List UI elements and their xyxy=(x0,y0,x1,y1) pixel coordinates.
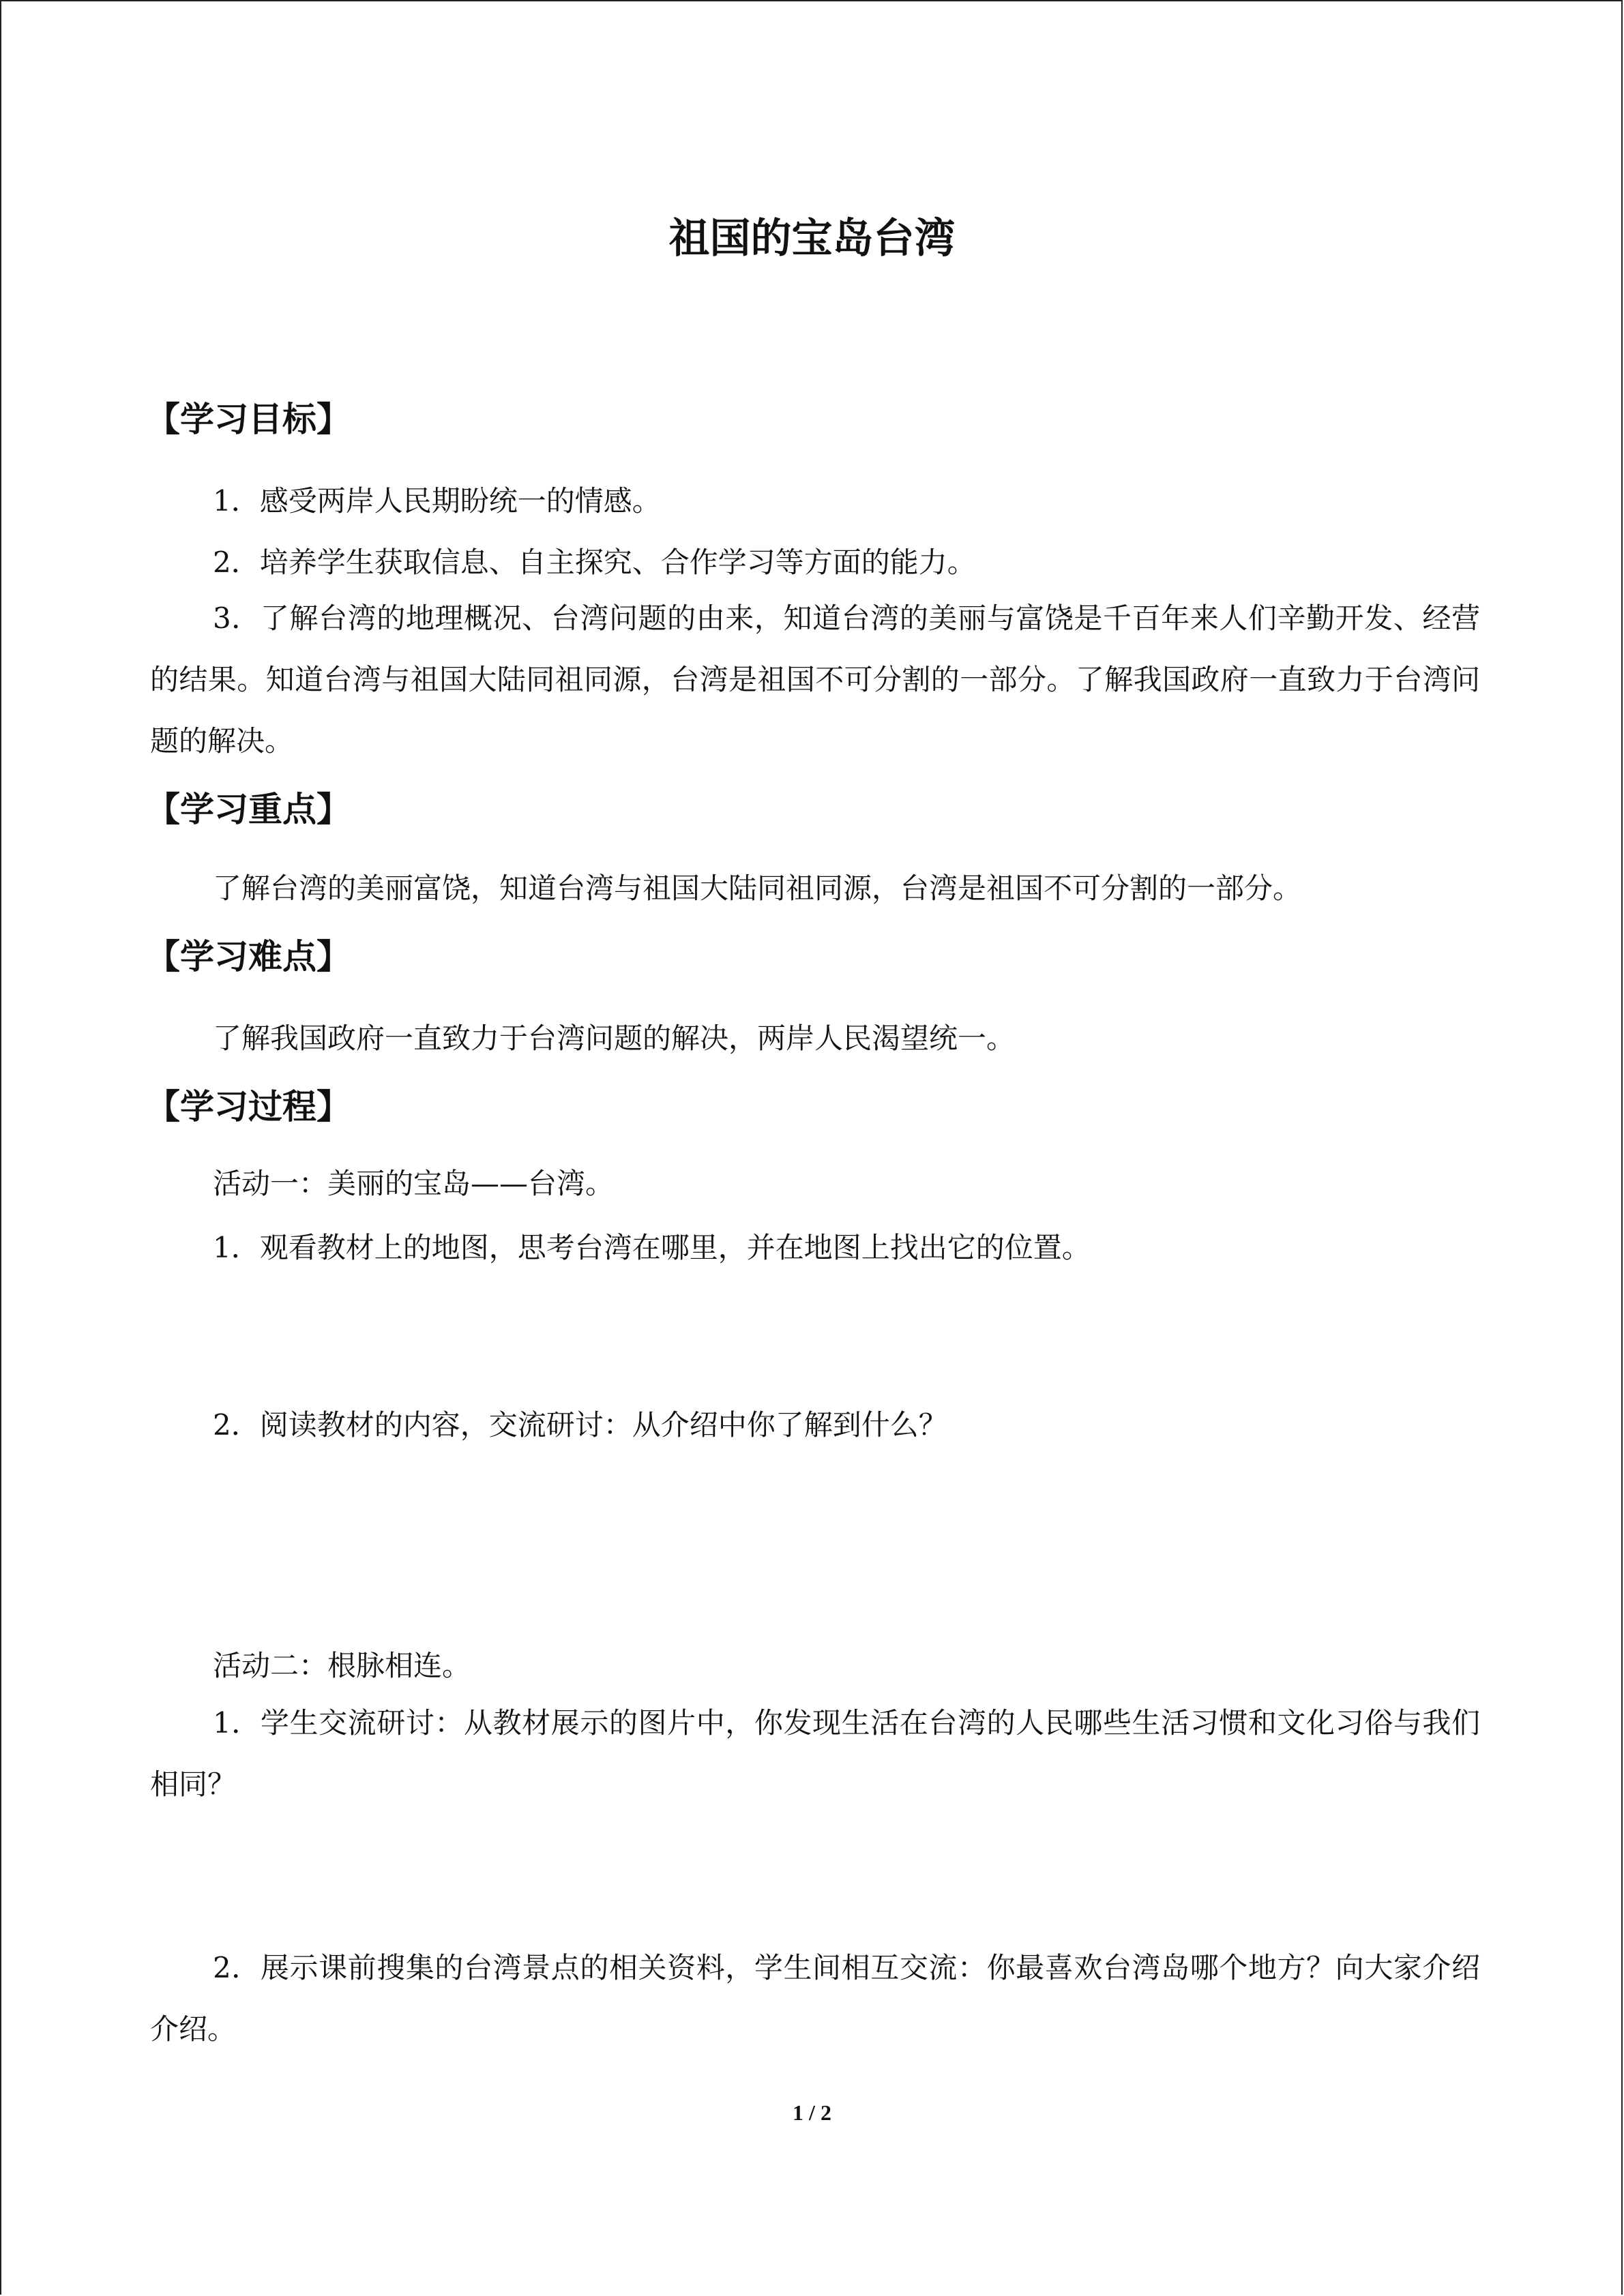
activity2-question-1: 1．学生交流研讨：从教材展示的图片中，你发现生活在台湾的人民哪些生活习惯和文化习俗与我们相同？ xyxy=(150,1706,1480,1801)
activity1-question-1: 1．观看教材上的地图，思考台湾在哪里，并在地图上找出它的位置。 xyxy=(213,1231,1091,1264)
activity1-question-2: 2．阅读教材的内容，交流研讨：从介绍中你了解到什么？ xyxy=(213,1408,947,1442)
objective-item-3: 3．了解台湾的地理概况、台湾问题的由来，知道台湾的美丽与富饶是千百年来人们辛勤开发、经营的结果。知道台湾与祖国大陆同祖同源，台湾是祖国不可分割的一部分。了解我国政府一直致力于台湾问题的解决。 xyxy=(150,601,1480,758)
page-number: 1 / 2 xyxy=(793,2100,831,2125)
heading-objectives: 【学习目标】 xyxy=(146,400,351,439)
heading-process: 【学习过程】 xyxy=(146,1087,351,1127)
heading-difficulties: 【学习难点】 xyxy=(146,937,351,976)
document-title: 祖国的宝岛台湾 xyxy=(668,215,956,263)
key-points-text: 了解台湾的美丽富饶，知道台湾与祖国大陆同祖同源，台湾是祖国不可分割的一部分。 xyxy=(213,871,1302,905)
activity2-title: 活动二：根脉相连。 xyxy=(213,1649,471,1682)
activity1-title: 活动一：美丽的宝岛——台湾。 xyxy=(213,1167,615,1200)
heading-key-points: 【学习重点】 xyxy=(146,790,351,829)
objective-item-1: 1．感受两岸人民期盼统一的情感。 xyxy=(213,484,661,518)
objective-item-2: 2．培养学生获取信息、自主探究、合作学习等方面的能力。 xyxy=(213,546,976,579)
activity2-question-2: 2．展示课前搜集的台湾景点的相关资料，学生间相互交流：你最喜欢台湾岛哪个地方？向大家介绍介绍。 xyxy=(150,1951,1480,2046)
difficulties-text: 了解我国政府一直致力于台湾问题的解决，两岸人民渴望统一。 xyxy=(213,1022,1016,1055)
